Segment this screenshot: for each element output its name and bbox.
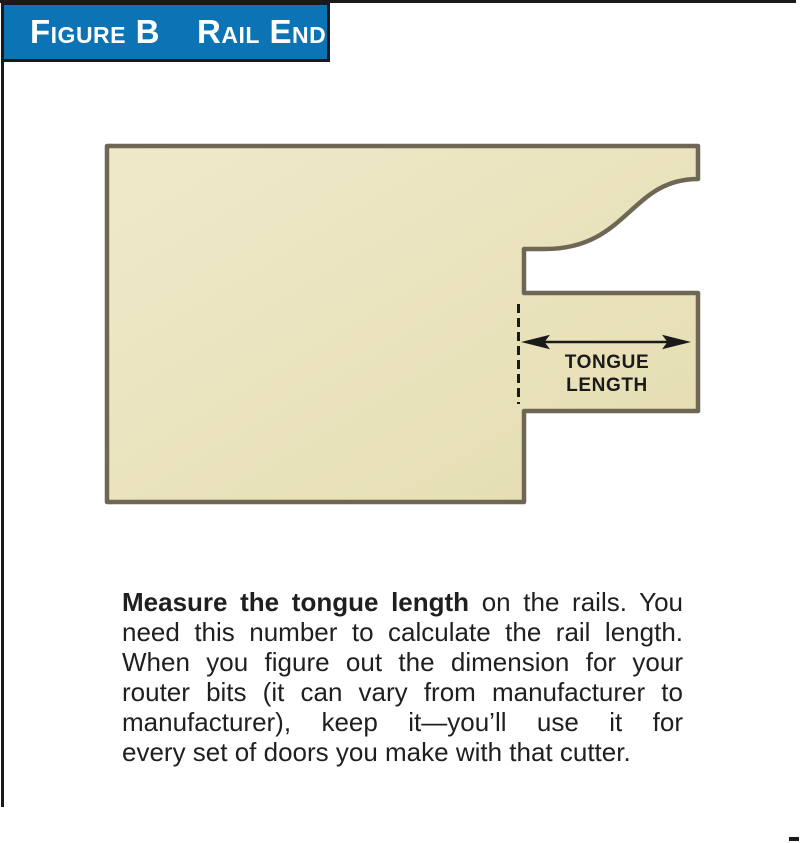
rail-profile-shape <box>107 146 698 502</box>
caption-line <box>122 587 683 617</box>
caption-text: every set of doors you make with that cutter. <box>122 737 631 767</box>
caption-text: router bits (it can vary from manufacturer to <box>122 677 683 707</box>
caption-line <box>122 737 683 767</box>
figure-caption <box>122 587 683 767</box>
caption-line <box>122 647 683 677</box>
tongue-length-label-line1: TONGUE <box>564 352 650 373</box>
figure-title: Rail End <box>197 13 327 50</box>
figure-label: Figure B <box>30 13 160 50</box>
tongue-length-label-line2: LENGTH <box>566 375 648 396</box>
caption-text: When you figure out the dimension for your <box>122 647 683 677</box>
caption-line <box>122 617 683 647</box>
caption-bold-lead: Measure the tongue length <box>122 587 470 617</box>
caption-text: manufacturer), keep it—you’ll use it for <box>122 707 683 737</box>
tongue-length-label <box>522 351 692 397</box>
caption-text: need this number to calculate the rail length. <box>122 617 683 647</box>
caption-line <box>122 677 683 707</box>
corner-mark <box>789 837 799 841</box>
caption-text: on the rails. You <box>469 587 683 617</box>
caption-line <box>122 707 683 737</box>
